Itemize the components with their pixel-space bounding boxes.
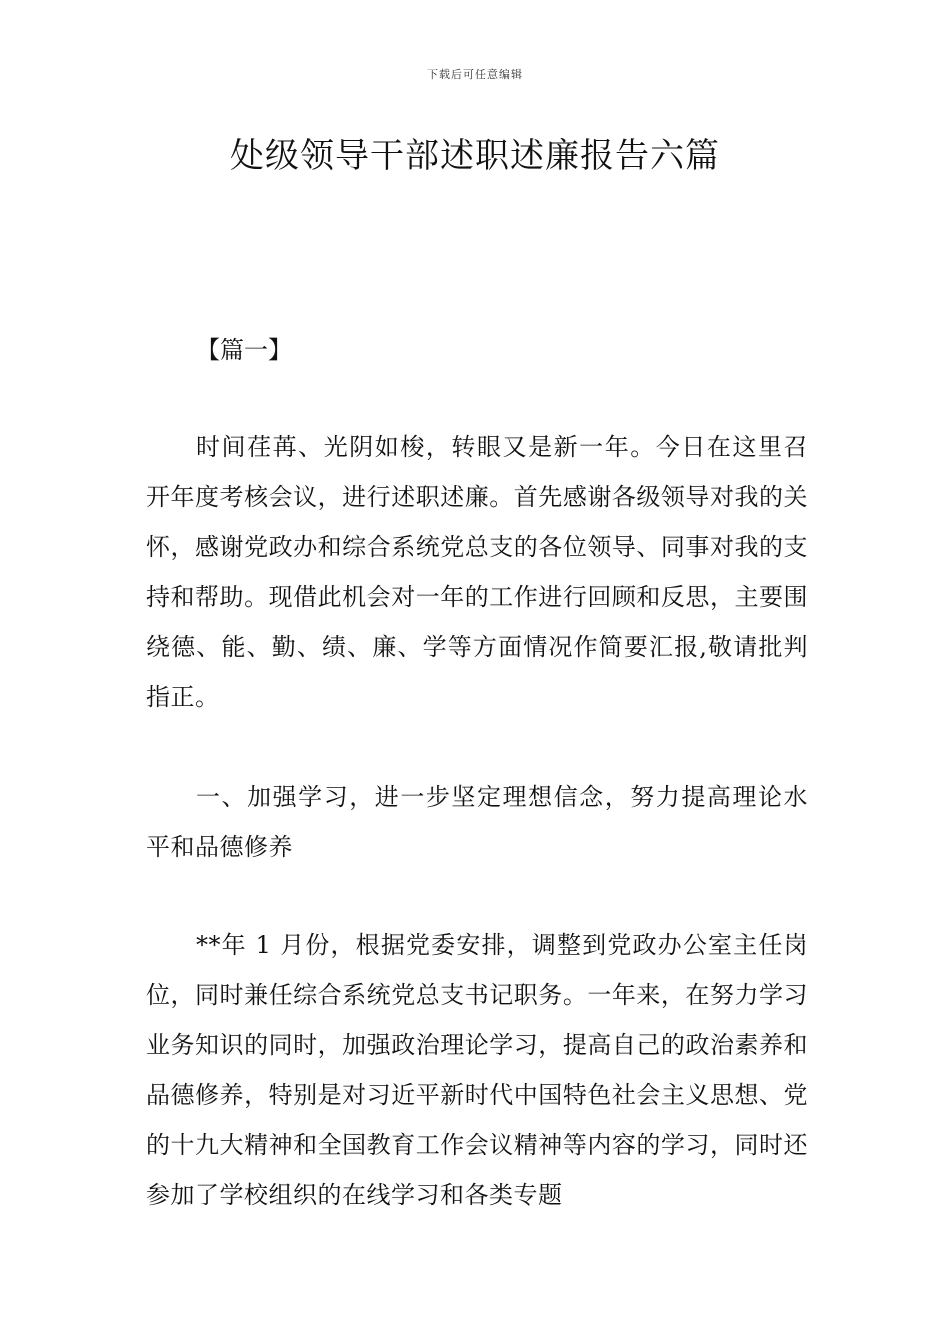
section-label: 【篇一】 — [196, 336, 292, 364]
paragraph-intro: 时间荏苒、光阴如梭，转眼又是新一年。今日在这里召开年度考核会议，进行述职述廉。首先感谢各级领导对我的关怀，感谢党政办和综合系统党总支的各位领导、同事对我的支持和帮助。现借此机会对一年的工作进行回顾和反思，主要围绕德、能、勤、绩、廉、学等方面情况作简要汇报,敬请批判指正。 — [146, 433, 808, 711]
paragraph-study: **年 1 月份，根据党委安排，调整到党政办公室主任岗位，同时兼任综合系统党总支书记职务。一年来，在努力学习业务知识的同时，加强政治理论学习，提高自己的政治素养和品德修养，特别是对习近平新时代中国特色社会主义思想、党的十九大精神和全国教育工作会议精神等内容的学习，同时还参加了学校组织的在线学习和各类专题 — [146, 931, 808, 1209]
header-note: 下载后可任意编辑 — [427, 68, 523, 81]
document-title: 处级领导干部述职述廉报告六篇 — [230, 136, 720, 176]
paragraph-heading-one: 一、加强学习，进一步坚定理想信念，努力提高理论水平和品德修养 — [146, 783, 808, 861]
